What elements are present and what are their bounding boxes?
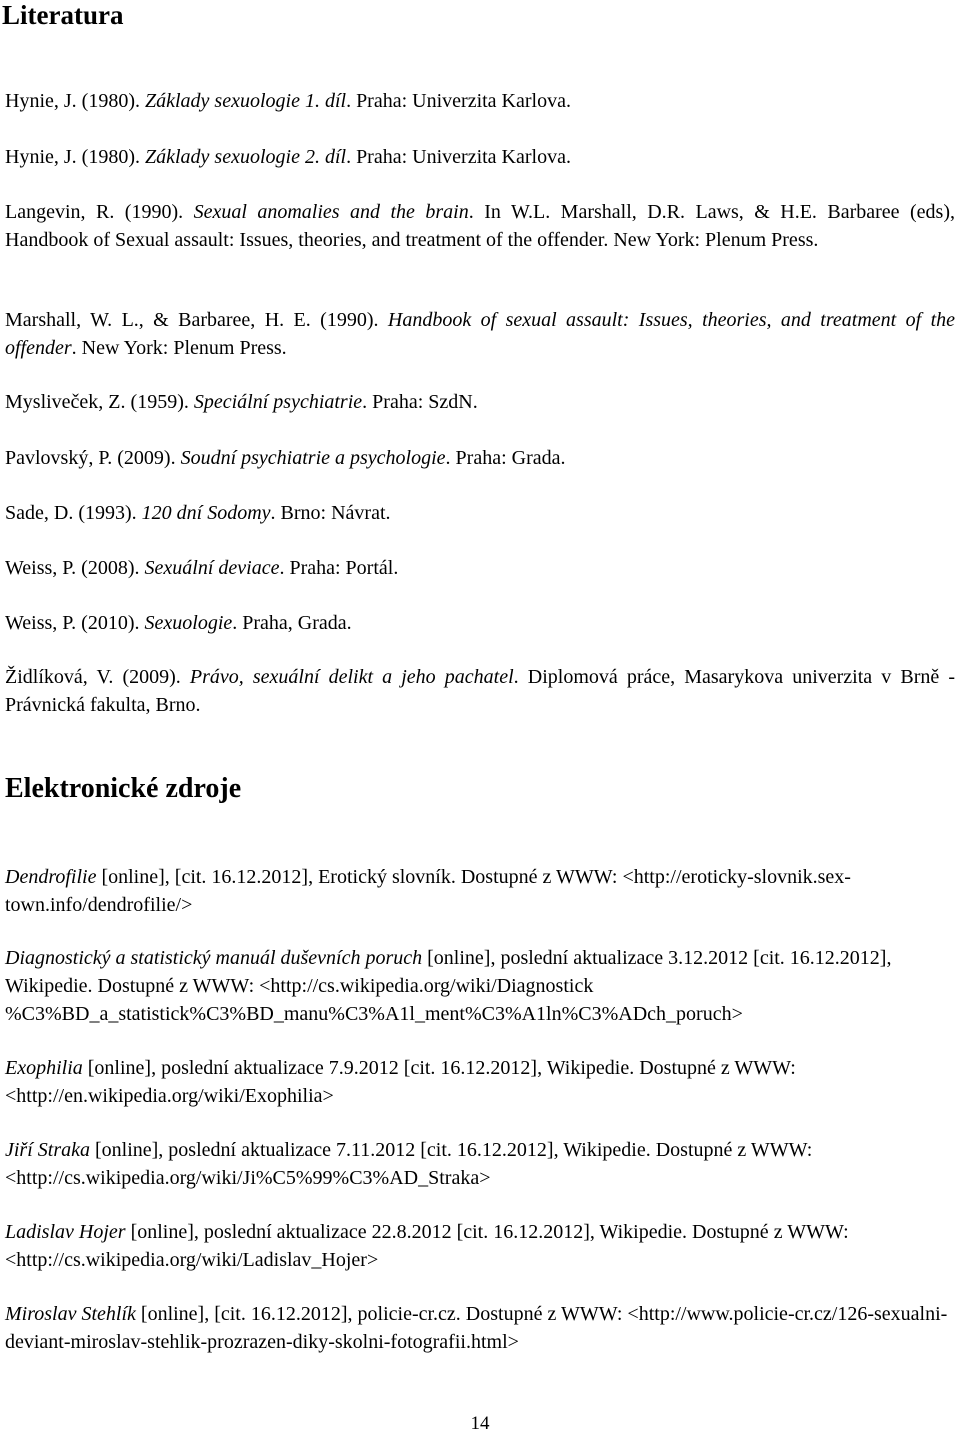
reference-title: Speciální psychiatrie [193,391,363,413]
reference-title: Exophilia [5,1057,83,1079]
reference-miroslav-stehlik: Miroslav Stehlík [online], [cit. 16.12.2012], policie-cr.cz. Dostupné z WWW: <http://www.policie-cr.cz/126-sexualni-deviant-miroslav-stehlik-prozrazen-diky-skolni-fotografii.html> [5,1303,948,1353]
reference-zidlikova: Židlíková, V. (2009). Právo, sexuální delikt a jeho pachatel. Diplomová práce, Masarykova univerzita v Brně - Právnická fakulta, Brno. [5,666,955,716]
reference-hynie-1: Hynie, J. (1980). Základy sexuologie 1. díl. Praha: Univerzita Karlova. [5,90,571,112]
reference-title: Právo, sexuální delikt a jeho pachatel [189,666,514,688]
reference-title: Dendrofilie [5,866,97,888]
reference-exophilia: Exophilia [online], poslední aktualizace 7.9.2012 [cit. 16.12.2012], Wikipedie. Dostupné z WWW: <http://en.wikipedia.org/wiki/Exophilia> [5,1057,796,1107]
page-title: Literatura [2,0,124,30]
reference-title: Miroslav Stehlík [5,1303,136,1325]
reference-marshall: Marshall, W. L., & Barbaree, H. E. (1990). Handbook of sexual assault: Issues, theories, and treatment of the offender. New York: Plenum Press. [5,309,956,359]
reference-title: 120 dní Sodomy [141,502,271,524]
reference-title: Handbook of sexual assault: Issues, theories, and treatment of the offender [5,309,956,359]
reference-title: Diagnostický a statistický manuál duševních poruch [5,947,423,969]
reference-title: Ladislav Hojer [5,1221,126,1243]
reference-jiri-straka: Jiří Straka [online], poslední aktualizace 7.11.2012 [cit. 16.12.2012], Wikipedie. Dostupné z WWW: <http://cs.wikipedia.org/wiki/Ji%C5%99%C3%AD_Straka> [5,1139,813,1189]
reference-title: Soudní psychiatrie a psychologie [180,447,446,469]
reference-weiss-2010: Weiss, P. (2010). Sexuologie. Praha, Grada. [5,612,352,634]
reference-sade: Sade, D. (1993). 120 dní Sodomy. Brno: Návrat. [5,502,391,524]
reference-title: Sexuologie [144,612,233,634]
reference-title: Základy sexuologie 2. díl [144,146,347,168]
reference-title: Sexual anomalies and the brain [193,201,469,223]
page-number: 14 [470,1413,490,1434]
reference-dsm: Diagnostický a statistický manuál duševních poruch [online], poslední aktualizace 3.12.2012 [cit. 16.12.2012], Wikipedie. Dostupné z WWW: <http://cs.wikipedia.org/wiki/Diagnostick %C3%BD_a_statistick%C3%BD_manu%C3%A1l_ment%C3%A1ln%C3%ADch_poruch> [5,947,892,1025]
reference-ladislav-hojer: Ladislav Hojer [online], poslední aktualizace 22.8.2012 [cit. 16.12.2012], Wikipedie. Dostupné z WWW: <http://cs.wikipedia.org/wiki/Ladislav_Hojer> [5,1221,849,1271]
reference-myslivecek: Mysliveček, Z. (1959). Speciální psychiatrie. Praha: SzdN. [5,391,478,413]
reference-langevin: Langevin, R. (1990). Sexual anomalies and the brain. In W.L. Marshall, D.R. Laws, & H.E. Barbaree (eds), Handbook of Sexual assault: Issues, theories, and treatment of the offender. New York: Plenum Press. [5,201,956,251]
reference-hynie-2: Hynie, J. (1980). Základy sexuologie 2. díl. Praha: Univerzita Karlova. [5,146,571,168]
reference-title: Jiří Straka [5,1139,90,1161]
reference-pavlovsky: Pavlovský, P. (2009). Soudní psychiatrie a psychologie. Praha: Grada. [5,447,566,469]
section-heading-electronic: Elektronické zdroje [5,773,242,804]
reference-weiss-2008: Weiss, P. (2008). Sexuální deviace. Praha: Portál. [5,557,399,579]
reference-dendrofilie: Dendrofilie [online], [cit. 16.12.2012], Erotický slovník. Dostupné z WWW: <http://eroticky-slovnik.sex-town.info/dendrofilie/> [5,866,851,916]
reference-title: Sexuální deviace [144,557,280,579]
reference-title: Základy sexuologie 1. díl [144,90,347,112]
